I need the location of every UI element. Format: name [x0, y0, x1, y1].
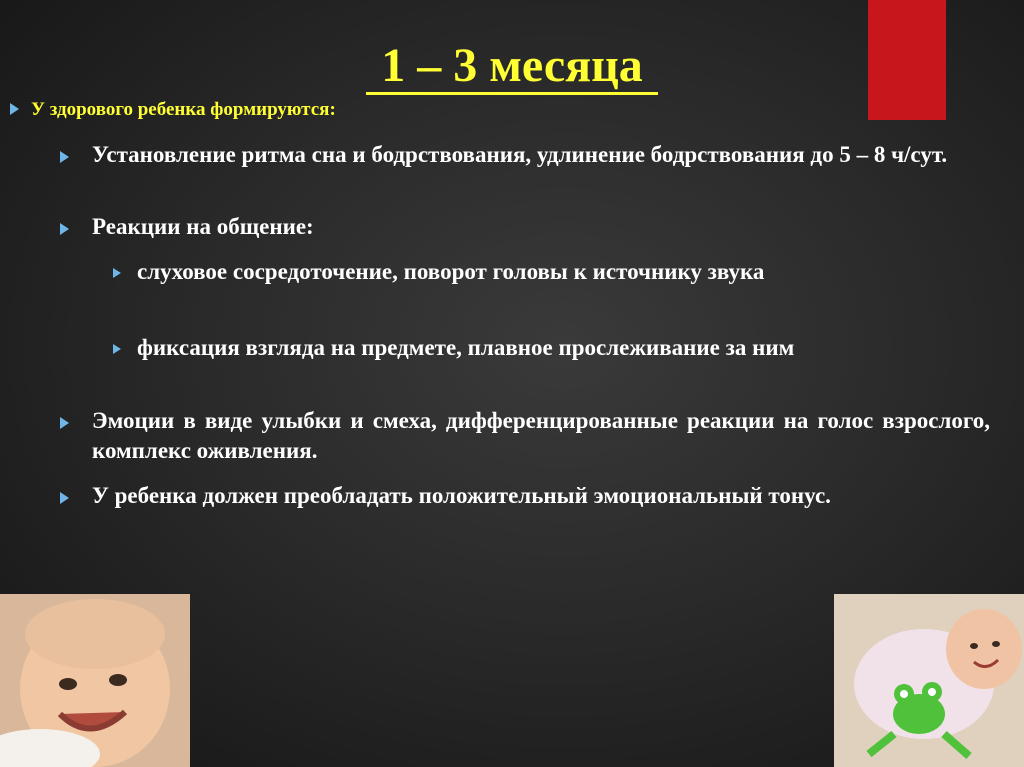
list-item — [92, 212, 990, 242]
list-item — [137, 257, 990, 287]
intro-text: У здорового ребенка формируются: — [31, 99, 336, 120]
list-item-text: слуховое сосредоточение, поворот головы к источнику звука — [137, 259, 765, 284]
list-item — [92, 406, 990, 466]
list-item-text: Установление ритма сна и бодрствования, удлинение бодрствования до 5 – 8 ч/сут. — [92, 142, 948, 167]
bullet-icon — [60, 151, 69, 163]
list-item-text: Реакции на общение: — [92, 214, 314, 239]
list-item — [92, 481, 990, 511]
list-item-text: У ребенка должен преобладать положительный эмоциональный тонус. — [92, 483, 831, 508]
baby-with-toy-photo — [834, 594, 1024, 767]
bullet-icon — [10, 103, 19, 115]
bullet-icon — [60, 492, 69, 504]
bullet-icon — [60, 417, 69, 429]
list-item — [137, 333, 990, 363]
list-item — [92, 140, 990, 170]
intro-line — [10, 98, 990, 122]
smiling-baby-photo — [0, 594, 190, 767]
bullet-icon — [60, 223, 69, 235]
slide-title: 1 – 3 месяца — [381, 39, 643, 92]
list-item-text: фиксация взгляда на предмете, плавное прослеживание за ним — [137, 335, 795, 360]
list-item-text: Эмоции в виде улыбки и смеха, дифференцированные реакции на голос взрослого, комплекс оживления. — [92, 408, 990, 463]
title-underline — [366, 92, 658, 95]
bullet-icon — [113, 344, 121, 354]
bullet-icon — [113, 268, 121, 278]
